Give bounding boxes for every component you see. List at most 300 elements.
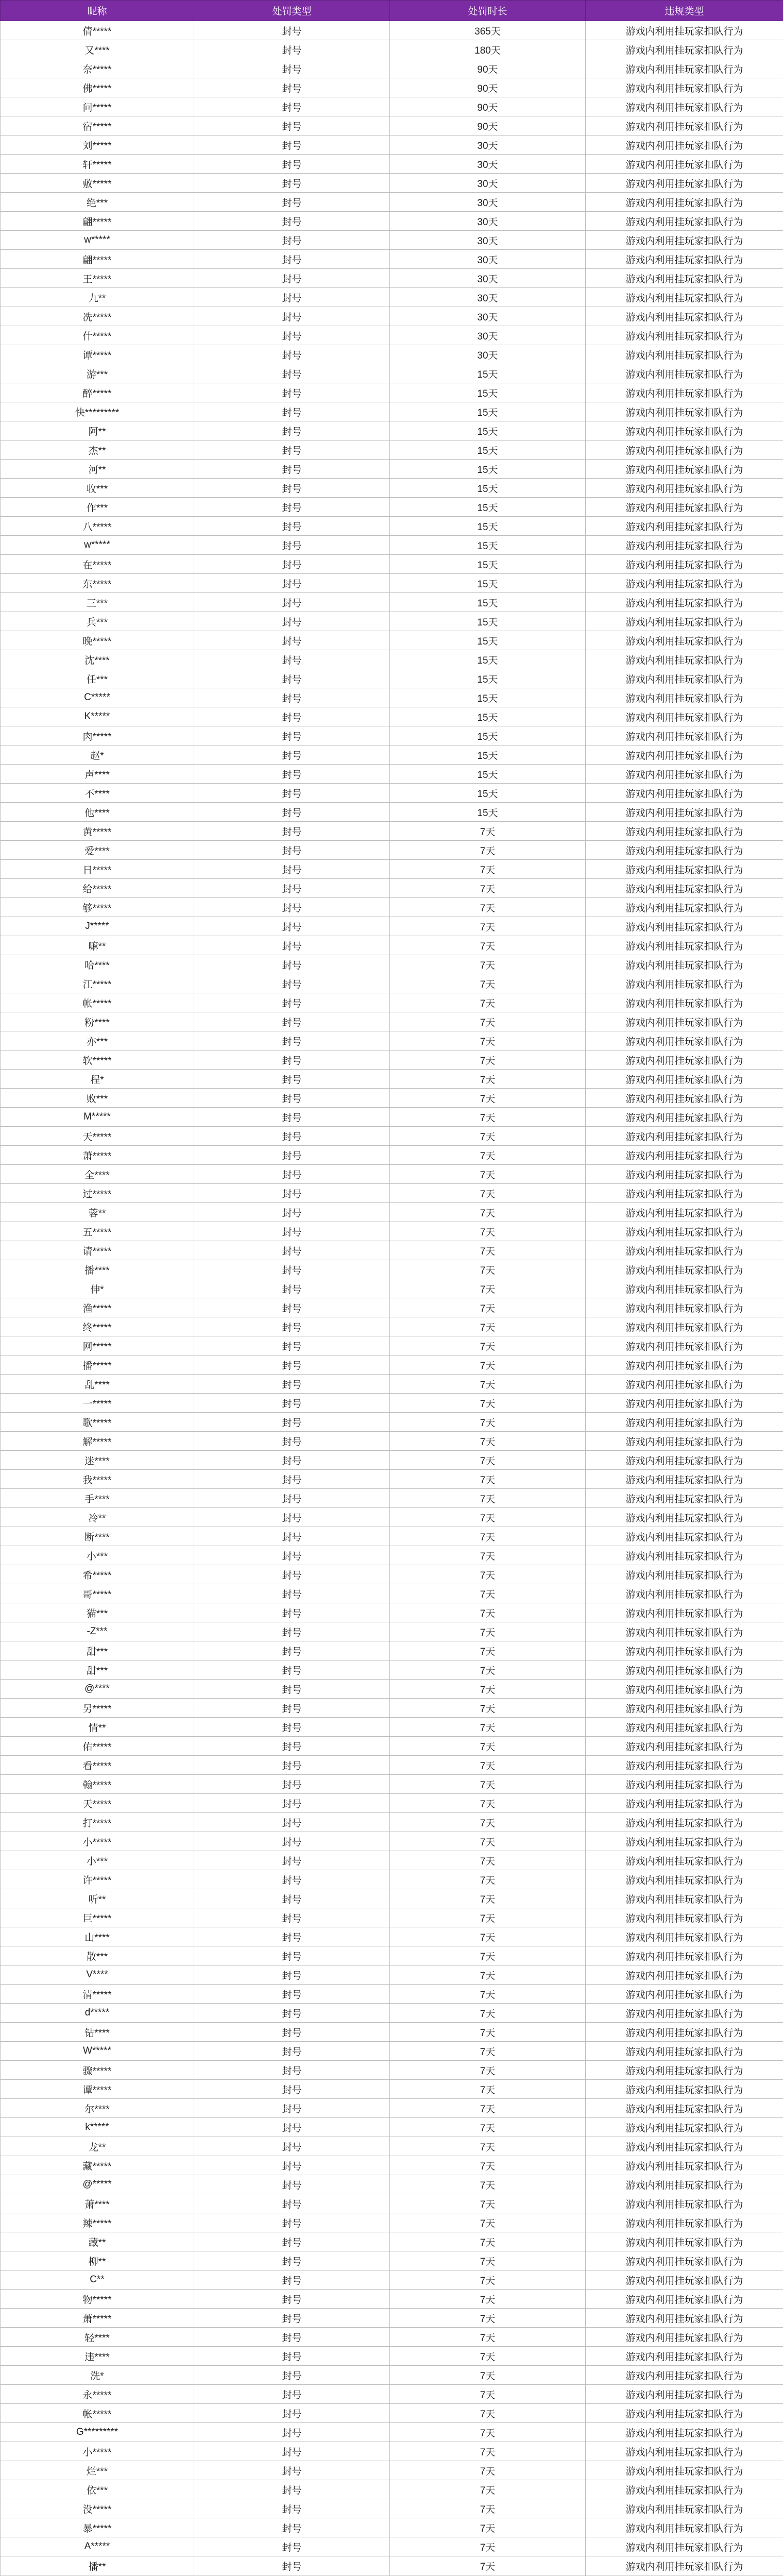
- penalty-type-cell: 封号: [194, 1565, 390, 1584]
- penalty-duration-cell: 7天: [390, 1279, 586, 1298]
- penalty-duration-cell: 15天: [390, 726, 586, 745]
- violation-type-cell: 游戏内利用挂玩家扣队行为: [586, 97, 783, 116]
- penalty-duration-cell: 7天: [390, 1317, 586, 1336]
- penalty-type-cell: 封号: [194, 860, 390, 879]
- penalty-type-cell: 封号: [194, 1031, 390, 1050]
- table-row: [1, 288, 783, 307]
- penalty-duration-cell: 7天: [390, 1584, 586, 1603]
- penalty-type-cell: 封号: [194, 803, 390, 822]
- violation-type-cell: 游戏内利用挂玩家扣队行为: [586, 2061, 783, 2080]
- penalty-duration-cell: 15天: [390, 498, 586, 517]
- nickname-cell: 河**: [1, 460, 194, 479]
- violation-type-cell: 游戏内利用挂玩家扣队行为: [586, 2385, 783, 2404]
- penalty-type-cell: 封号: [194, 1146, 390, 1165]
- penalty-duration-cell: 7天: [390, 2309, 586, 2328]
- nickname-cell: 翰*****: [1, 1775, 194, 1794]
- penalty-duration-cell: 15天: [390, 784, 586, 803]
- nickname-cell: 播****: [1, 1260, 194, 1279]
- nickname-cell: 任***: [1, 669, 194, 688]
- violation-type-cell: 游戏内利用挂玩家扣队行为: [586, 631, 783, 650]
- penalty-type-cell: 封号: [194, 745, 390, 765]
- nickname-cell: J*****: [1, 917, 194, 936]
- violation-type-cell: 游戏内利用挂玩家扣队行为: [586, 688, 783, 707]
- penalty-duration-cell: 7天: [390, 1908, 586, 1927]
- penalty-type-cell: 封号: [194, 2061, 390, 2080]
- nickname-cell: 骤*****: [1, 2061, 194, 2080]
- table-row: [1, 593, 783, 612]
- penalty-duration-cell: 15天: [390, 574, 586, 593]
- penalty-type-cell: 封号: [194, 2270, 390, 2290]
- nickname-cell: 乱****: [1, 1375, 194, 1394]
- penalty-type-cell: 封号: [194, 2080, 390, 2099]
- violation-type-cell: 游戏内利用挂玩家扣队行为: [586, 1089, 783, 1108]
- penalty-duration-cell: 7天: [390, 917, 586, 936]
- penalty-duration-cell: 7天: [390, 955, 586, 974]
- violation-type-cell: 游戏内利用挂玩家扣队行为: [586, 1184, 783, 1203]
- penalty-duration-cell: 7天: [390, 993, 586, 1012]
- violation-type-cell: 游戏内利用挂玩家扣队行为: [586, 2156, 783, 2175]
- violation-type-cell: 游戏内利用挂玩家扣队行为: [586, 2004, 783, 2023]
- penalty-type-cell: 封号: [194, 1394, 390, 1413]
- violation-type-cell: 游戏内利用挂玩家扣队行为: [586, 1070, 783, 1089]
- nickname-cell: 阿**: [1, 421, 194, 440]
- nickname-cell: -Z***: [1, 1622, 194, 1641]
- nickname-cell: 蓉**: [1, 1203, 194, 1222]
- penalty-type-cell: 封号: [194, 1660, 390, 1680]
- penalty-type-cell: 封号: [194, 212, 390, 231]
- penalty-duration-cell: 7天: [390, 1355, 586, 1375]
- table-row: [1, 955, 783, 974]
- nickname-cell: 龙**: [1, 2137, 194, 2156]
- nickname-cell: 播*****: [1, 1355, 194, 1375]
- penalty-duration-cell: 15天: [390, 364, 586, 383]
- penalty-duration-cell: 15天: [390, 803, 586, 822]
- table-row: [1, 1355, 783, 1375]
- violation-type-cell: 游戏内利用挂玩家扣队行为: [586, 726, 783, 745]
- table-row: [1, 2423, 783, 2442]
- violation-type-cell: 游戏内利用挂玩家扣队行为: [586, 116, 783, 135]
- violation-type-cell: 游戏内利用挂玩家扣队行为: [586, 1413, 783, 1432]
- table-row: [1, 1317, 783, 1336]
- nickname-cell: 又****: [1, 40, 194, 59]
- penalty-duration-cell: 15天: [390, 612, 586, 631]
- table-row: [1, 345, 783, 364]
- table-row: [1, 2004, 783, 2023]
- penalty-type-cell: 封号: [194, 2404, 390, 2423]
- violation-type-cell: 游戏内利用挂玩家扣队行为: [586, 2556, 783, 2575]
- table-row: [1, 212, 783, 231]
- violation-type-cell: 游戏内利用挂玩家扣队行为: [586, 955, 783, 974]
- penalty-duration-cell: 7天: [390, 1165, 586, 1184]
- penalty-type-cell: 封号: [194, 498, 390, 517]
- penalty-type-cell: 封号: [194, 1527, 390, 1546]
- nickname-cell: 哈****: [1, 955, 194, 974]
- penalty-type-cell: 封号: [194, 1050, 390, 1070]
- table-row: [1, 1432, 783, 1451]
- violation-type-cell: 游戏内利用挂玩家扣队行为: [586, 1565, 783, 1584]
- nickname-cell: 天*****: [1, 1127, 194, 1146]
- penalty-type-cell: 封号: [194, 193, 390, 212]
- penalty-type-cell: 封号: [194, 2480, 390, 2499]
- table-row: [1, 116, 783, 135]
- nickname-cell: 粉****: [1, 1012, 194, 1031]
- nickname-cell: 萧*****: [1, 2309, 194, 2328]
- penalty-duration-cell: 30天: [390, 174, 586, 193]
- violation-type-cell: 游戏内利用挂玩家扣队行为: [586, 1127, 783, 1146]
- nickname-cell: 山****: [1, 1927, 194, 1946]
- violation-type-cell: 游戏内利用挂玩家扣队行为: [586, 402, 783, 421]
- table-row: [1, 974, 783, 993]
- table-row: [1, 1222, 783, 1241]
- penalty-duration-cell: 7天: [390, 841, 586, 860]
- violation-type-cell: 游戏内利用挂玩家扣队行为: [586, 2480, 783, 2499]
- penalty-type-cell: 封号: [194, 2499, 390, 2518]
- penalty-duration-cell: 90天: [390, 116, 586, 135]
- violation-type-cell: 游戏内利用挂玩家扣队行为: [586, 1470, 783, 1489]
- table-row: [1, 2213, 783, 2232]
- penalty-duration-cell: 30天: [390, 193, 586, 212]
- nickname-cell: 小*****: [1, 2442, 194, 2461]
- table-row: [1, 1336, 783, 1355]
- penalty-duration-cell: 7天: [390, 1851, 586, 1870]
- table-row: [1, 2309, 783, 2328]
- table-row: [1, 993, 783, 1012]
- penalty-duration-cell: 7天: [390, 1375, 586, 1394]
- violation-type-cell: 游戏内利用挂玩家扣队行为: [586, 1298, 783, 1317]
- nickname-cell: 猫***: [1, 1603, 194, 1622]
- penalty-type-cell: 封号: [194, 2118, 390, 2137]
- table-row: [1, 1908, 783, 1927]
- violation-type-cell: 游戏内利用挂玩家扣队行为: [586, 517, 783, 536]
- nickname-cell: 宿*****: [1, 116, 194, 135]
- nickname-cell: 收***: [1, 479, 194, 498]
- penalty-duration-cell: 7天: [390, 1603, 586, 1622]
- penalty-duration-cell: 7天: [390, 2366, 586, 2385]
- table-row: [1, 1108, 783, 1127]
- nickname-cell: 轩*****: [1, 155, 194, 174]
- nickname-cell: 解*****: [1, 1432, 194, 1451]
- penalty-type-cell: 封号: [194, 974, 390, 993]
- penalty-duration-cell: 7天: [390, 2213, 586, 2232]
- nickname-cell: M*****: [1, 1108, 194, 1127]
- table-row: [1, 803, 783, 822]
- penalty-type-cell: 封号: [194, 2156, 390, 2175]
- penalty-type-cell: 封号: [194, 517, 390, 536]
- penalty-duration-cell: 7天: [390, 2118, 586, 2137]
- penalty-type-cell: 封号: [194, 2290, 390, 2309]
- violation-type-cell: 游戏内利用挂玩家扣队行为: [586, 1584, 783, 1603]
- violation-type-cell: 游戏内利用挂玩家扣队行为: [586, 1241, 783, 1260]
- nickname-cell: 一*****: [1, 1394, 194, 1413]
- table-row: [1, 460, 783, 479]
- penalty-type-cell: 封号: [194, 726, 390, 745]
- header-penalty-type: 处罚类型: [194, 1, 390, 21]
- penalty-type-cell: 封号: [194, 1203, 390, 1222]
- violation-type-cell: 游戏内利用挂玩家扣队行为: [586, 974, 783, 993]
- penalty-type-cell: 封号: [194, 765, 390, 784]
- penalty-duration-cell: 7天: [390, 2328, 586, 2347]
- penalty-duration-cell: 7天: [390, 1680, 586, 1699]
- violation-type-cell: 游戏内利用挂玩家扣队行为: [586, 383, 783, 402]
- table-row: [1, 841, 783, 860]
- penalty-type-cell: 封号: [194, 2023, 390, 2042]
- penalty-type-cell: 封号: [194, 1889, 390, 1908]
- penalty-duration-cell: 7天: [390, 2175, 586, 2194]
- table-row: [1, 2385, 783, 2404]
- penalty-type-cell: 封号: [194, 1470, 390, 1489]
- table-row: [1, 193, 783, 212]
- penalty-duration-cell: 365天: [390, 21, 586, 40]
- penalty-duration-cell: 7天: [390, 898, 586, 917]
- penalty-type-cell: 封号: [194, 1413, 390, 1432]
- violation-type-cell: 游戏内利用挂玩家扣队行为: [586, 993, 783, 1012]
- violation-type-cell: 游戏内利用挂玩家扣队行为: [586, 2080, 783, 2099]
- penalty-duration-cell: 30天: [390, 135, 586, 155]
- table-row: [1, 2175, 783, 2194]
- violation-type-cell: 游戏内利用挂玩家扣队行为: [586, 2137, 783, 2156]
- violation-type-cell: 游戏内利用挂玩家扣队行为: [586, 288, 783, 307]
- table-row: [1, 536, 783, 555]
- nickname-cell: 绝***: [1, 193, 194, 212]
- penalty-type-cell: 封号: [194, 174, 390, 193]
- table-row: [1, 1031, 783, 1050]
- penalty-type-cell: 封号: [194, 1965, 390, 1985]
- penalty-duration-cell: 15天: [390, 383, 586, 402]
- nickname-cell: 小*****: [1, 1832, 194, 1851]
- penalty-type-cell: 封号: [194, 574, 390, 593]
- table-row: [1, 2270, 783, 2290]
- violation-type-cell: 游戏内利用挂玩家扣队行为: [586, 2518, 783, 2537]
- violation-type-cell: 游戏内利用挂玩家扣队行为: [586, 1870, 783, 1889]
- table-row: [1, 40, 783, 59]
- penalty-type-cell: 封号: [194, 1241, 390, 1260]
- penalty-type-cell: 封号: [194, 1680, 390, 1699]
- nickname-cell: 问*****: [1, 97, 194, 116]
- penalty-duration-cell: 7天: [390, 1660, 586, 1680]
- penalty-duration-cell: 30天: [390, 269, 586, 288]
- violation-type-cell: 游戏内利用挂玩家扣队行为: [586, 78, 783, 97]
- penalty-duration-cell: 15天: [390, 460, 586, 479]
- nickname-cell: 晚*****: [1, 631, 194, 650]
- penalty-type-cell: 封号: [194, 231, 390, 250]
- penalty-type-cell: 封号: [194, 288, 390, 307]
- penalty-duration-cell: 7天: [390, 1527, 586, 1546]
- penalty-duration-cell: 15天: [390, 402, 586, 421]
- table-row: [1, 517, 783, 536]
- violation-type-cell: 游戏内利用挂玩家扣队行为: [586, 1927, 783, 1946]
- header-row: [1, 1, 783, 21]
- penalty-duration-cell: 15天: [390, 688, 586, 707]
- penalty-type-cell: 封号: [194, 2251, 390, 2270]
- penalty-duration-cell: 7天: [390, 1870, 586, 1889]
- penalty-duration-cell: 90天: [390, 97, 586, 116]
- penalty-duration-cell: 7天: [390, 2461, 586, 2480]
- penalty-duration-cell: 7天: [390, 1146, 586, 1165]
- penalty-type-cell: 封号: [194, 155, 390, 174]
- penalty-type-cell: 封号: [194, 59, 390, 78]
- violation-type-cell: 游戏内利用挂玩家扣队行为: [586, 803, 783, 822]
- violation-type-cell: 游戏内利用挂玩家扣队行为: [586, 440, 783, 460]
- penalty-duration-cell: 15天: [390, 765, 586, 784]
- penalty-duration-cell: 7天: [390, 2347, 586, 2366]
- table-row: [1, 1946, 783, 1965]
- nickname-cell: 东*****: [1, 574, 194, 593]
- penalty-duration-cell: 7天: [390, 1641, 586, 1660]
- penalty-type-cell: 封号: [194, 1927, 390, 1946]
- penalty-duration-cell: 7天: [390, 1565, 586, 1584]
- nickname-cell: 迷****: [1, 1451, 194, 1470]
- penalty-duration-cell: 7天: [390, 1203, 586, 1222]
- table-row: [1, 1203, 783, 1222]
- penalty-duration-cell: 7天: [390, 2004, 586, 2023]
- table-row: [1, 2290, 783, 2309]
- penalty-duration-cell: 30天: [390, 250, 586, 269]
- penalty-type-cell: 封号: [194, 688, 390, 707]
- penalty-type-cell: 封号: [194, 917, 390, 936]
- penalty-type-cell: 封号: [194, 250, 390, 269]
- violation-type-cell: 游戏内利用挂玩家扣队行为: [586, 917, 783, 936]
- penalty-type-cell: 封号: [194, 1546, 390, 1565]
- nickname-cell: 江*****: [1, 974, 194, 993]
- penalty-duration-cell: 7天: [390, 2137, 586, 2156]
- penalty-type-cell: 封号: [194, 555, 390, 574]
- violation-type-cell: 游戏内利用挂玩家扣队行为: [586, 2270, 783, 2290]
- table-row: [1, 2328, 783, 2347]
- table-row: [1, 479, 783, 498]
- nickname-cell: 敷*****: [1, 174, 194, 193]
- nickname-cell: 甜***: [1, 1641, 194, 1660]
- violation-type-cell: 游戏内利用挂玩家扣队行为: [586, 2366, 783, 2385]
- table-row: [1, 269, 783, 288]
- penalty-type-cell: 封号: [194, 2232, 390, 2251]
- violation-type-cell: 游戏内利用挂玩家扣队行为: [586, 1908, 783, 1927]
- nickname-cell: 许*****: [1, 1870, 194, 1889]
- nickname-cell: A*****: [1, 2537, 194, 2556]
- penalty-type-cell: 封号: [194, 1794, 390, 1813]
- table-row: [1, 135, 783, 155]
- violation-type-cell: 游戏内利用挂玩家扣队行为: [586, 2042, 783, 2061]
- penalty-type-cell: 封号: [194, 383, 390, 402]
- penalty-duration-cell: 30天: [390, 155, 586, 174]
- penalty-type-cell: 封号: [194, 1298, 390, 1317]
- violation-type-cell: 游戏内利用挂玩家扣队行为: [586, 1946, 783, 1965]
- penalty-type-cell: 封号: [194, 2385, 390, 2404]
- table-row: [1, 1413, 783, 1432]
- penalty-duration-cell: 7天: [390, 1413, 586, 1432]
- penalty-type-cell: 封号: [194, 1260, 390, 1279]
- header-penalty-duration: 处罚时长: [390, 1, 586, 21]
- table-row: [1, 1680, 783, 1699]
- table-row: [1, 2061, 783, 2080]
- table-row: [1, 1146, 783, 1165]
- penalty-duration-cell: 7天: [390, 2499, 586, 2518]
- nickname-cell: 藏*****: [1, 2156, 194, 2175]
- penalty-type-cell: 封号: [194, 1985, 390, 2004]
- penalty-type-cell: 封号: [194, 784, 390, 803]
- penalty-duration-cell: 15天: [390, 517, 586, 536]
- nickname-cell: 藏**: [1, 2232, 194, 2251]
- nickname-cell: 佛*****: [1, 78, 194, 97]
- penalty-type-cell: 封号: [194, 2556, 390, 2575]
- penalty-duration-cell: 7天: [390, 2518, 586, 2537]
- nickname-cell: 游***: [1, 364, 194, 383]
- table-row: [1, 650, 783, 669]
- nickname-cell: 他****: [1, 803, 194, 822]
- violation-type-cell: 游戏内利用挂玩家扣队行为: [586, 2423, 783, 2442]
- nickname-cell: 快*********: [1, 402, 194, 421]
- penalty-duration-cell: 7天: [390, 1184, 586, 1203]
- penalty-duration-cell: 7天: [390, 1794, 586, 1813]
- nickname-cell: G*********: [1, 2423, 194, 2442]
- nickname-cell: 倩*****: [1, 21, 194, 40]
- table-row: [1, 631, 783, 650]
- penalty-duration-cell: 15天: [390, 555, 586, 574]
- nickname-cell: 永*****: [1, 2385, 194, 2404]
- penalty-type-cell: 封号: [194, 1336, 390, 1355]
- nickname-cell: 九**: [1, 288, 194, 307]
- nickname-cell: 天*****: [1, 1794, 194, 1813]
- violation-type-cell: 游戏内利用挂玩家扣队行为: [586, 2309, 783, 2328]
- penalty-duration-cell: 7天: [390, 1089, 586, 1108]
- table-row: [1, 1832, 783, 1851]
- table-row: [1, 2518, 783, 2537]
- penalty-type-cell: 封号: [194, 364, 390, 383]
- violation-type-cell: 游戏内利用挂玩家扣队行为: [586, 860, 783, 879]
- nickname-cell: 刘*****: [1, 135, 194, 155]
- nickname-cell: 谭*****: [1, 345, 194, 364]
- violation-type-cell: 游戏内利用挂玩家扣队行为: [586, 155, 783, 174]
- table-row: [1, 1089, 783, 1108]
- violation-type-cell: 游戏内利用挂玩家扣队行为: [586, 231, 783, 250]
- penalty-type-cell: 封号: [194, 1355, 390, 1375]
- penalty-duration-cell: 15天: [390, 536, 586, 555]
- violation-type-cell: 游戏内利用挂玩家扣队行为: [586, 2175, 783, 2194]
- nickname-cell: 终*****: [1, 1317, 194, 1336]
- table-row: [1, 765, 783, 784]
- violation-type-cell: 游戏内利用挂玩家扣队行为: [586, 460, 783, 479]
- violation-type-cell: 游戏内利用挂玩家扣队行为: [586, 879, 783, 898]
- violation-type-cell: 游戏内利用挂玩家扣队行为: [586, 2290, 783, 2309]
- nickname-cell: 清*****: [1, 1985, 194, 2004]
- violation-type-cell: 游戏内利用挂玩家扣队行为: [586, 1336, 783, 1355]
- violation-type-cell: 游戏内利用挂玩家扣队行为: [586, 193, 783, 212]
- penalty-type-cell: 封号: [194, 1070, 390, 1089]
- table-row: [1, 2537, 783, 2556]
- penalty-type-cell: 封号: [194, 2537, 390, 2556]
- nickname-cell: 依***: [1, 2480, 194, 2499]
- penalty-duration-cell: 7天: [390, 1108, 586, 1127]
- penalty-type-cell: 封号: [194, 1508, 390, 1527]
- table-row: [1, 1260, 783, 1279]
- violation-type-cell: 游戏内利用挂玩家扣队行为: [586, 822, 783, 841]
- nickname-cell: 赵*: [1, 745, 194, 765]
- violation-type-cell: 游戏内利用挂玩家扣队行为: [586, 1660, 783, 1680]
- table-row: [1, 555, 783, 574]
- penalty-type-cell: 封号: [194, 822, 390, 841]
- table-row: [1, 1489, 783, 1508]
- nickname-cell: 肉*****: [1, 726, 194, 745]
- penalty-duration-cell: 7天: [390, 2061, 586, 2080]
- table-row: [1, 669, 783, 688]
- penalty-duration-cell: 30天: [390, 326, 586, 345]
- nickname-cell: w*****: [1, 231, 194, 250]
- nickname-cell: 帐*****: [1, 993, 194, 1012]
- violation-type-cell: 游戏内利用挂玩家扣队行为: [586, 593, 783, 612]
- nickname-cell: 暴*****: [1, 2518, 194, 2537]
- penalty-type-cell: 封号: [194, 2004, 390, 2023]
- penalty-type-cell: 封号: [194, 1908, 390, 1927]
- violation-type-cell: 游戏内利用挂玩家扣队行为: [586, 2499, 783, 2518]
